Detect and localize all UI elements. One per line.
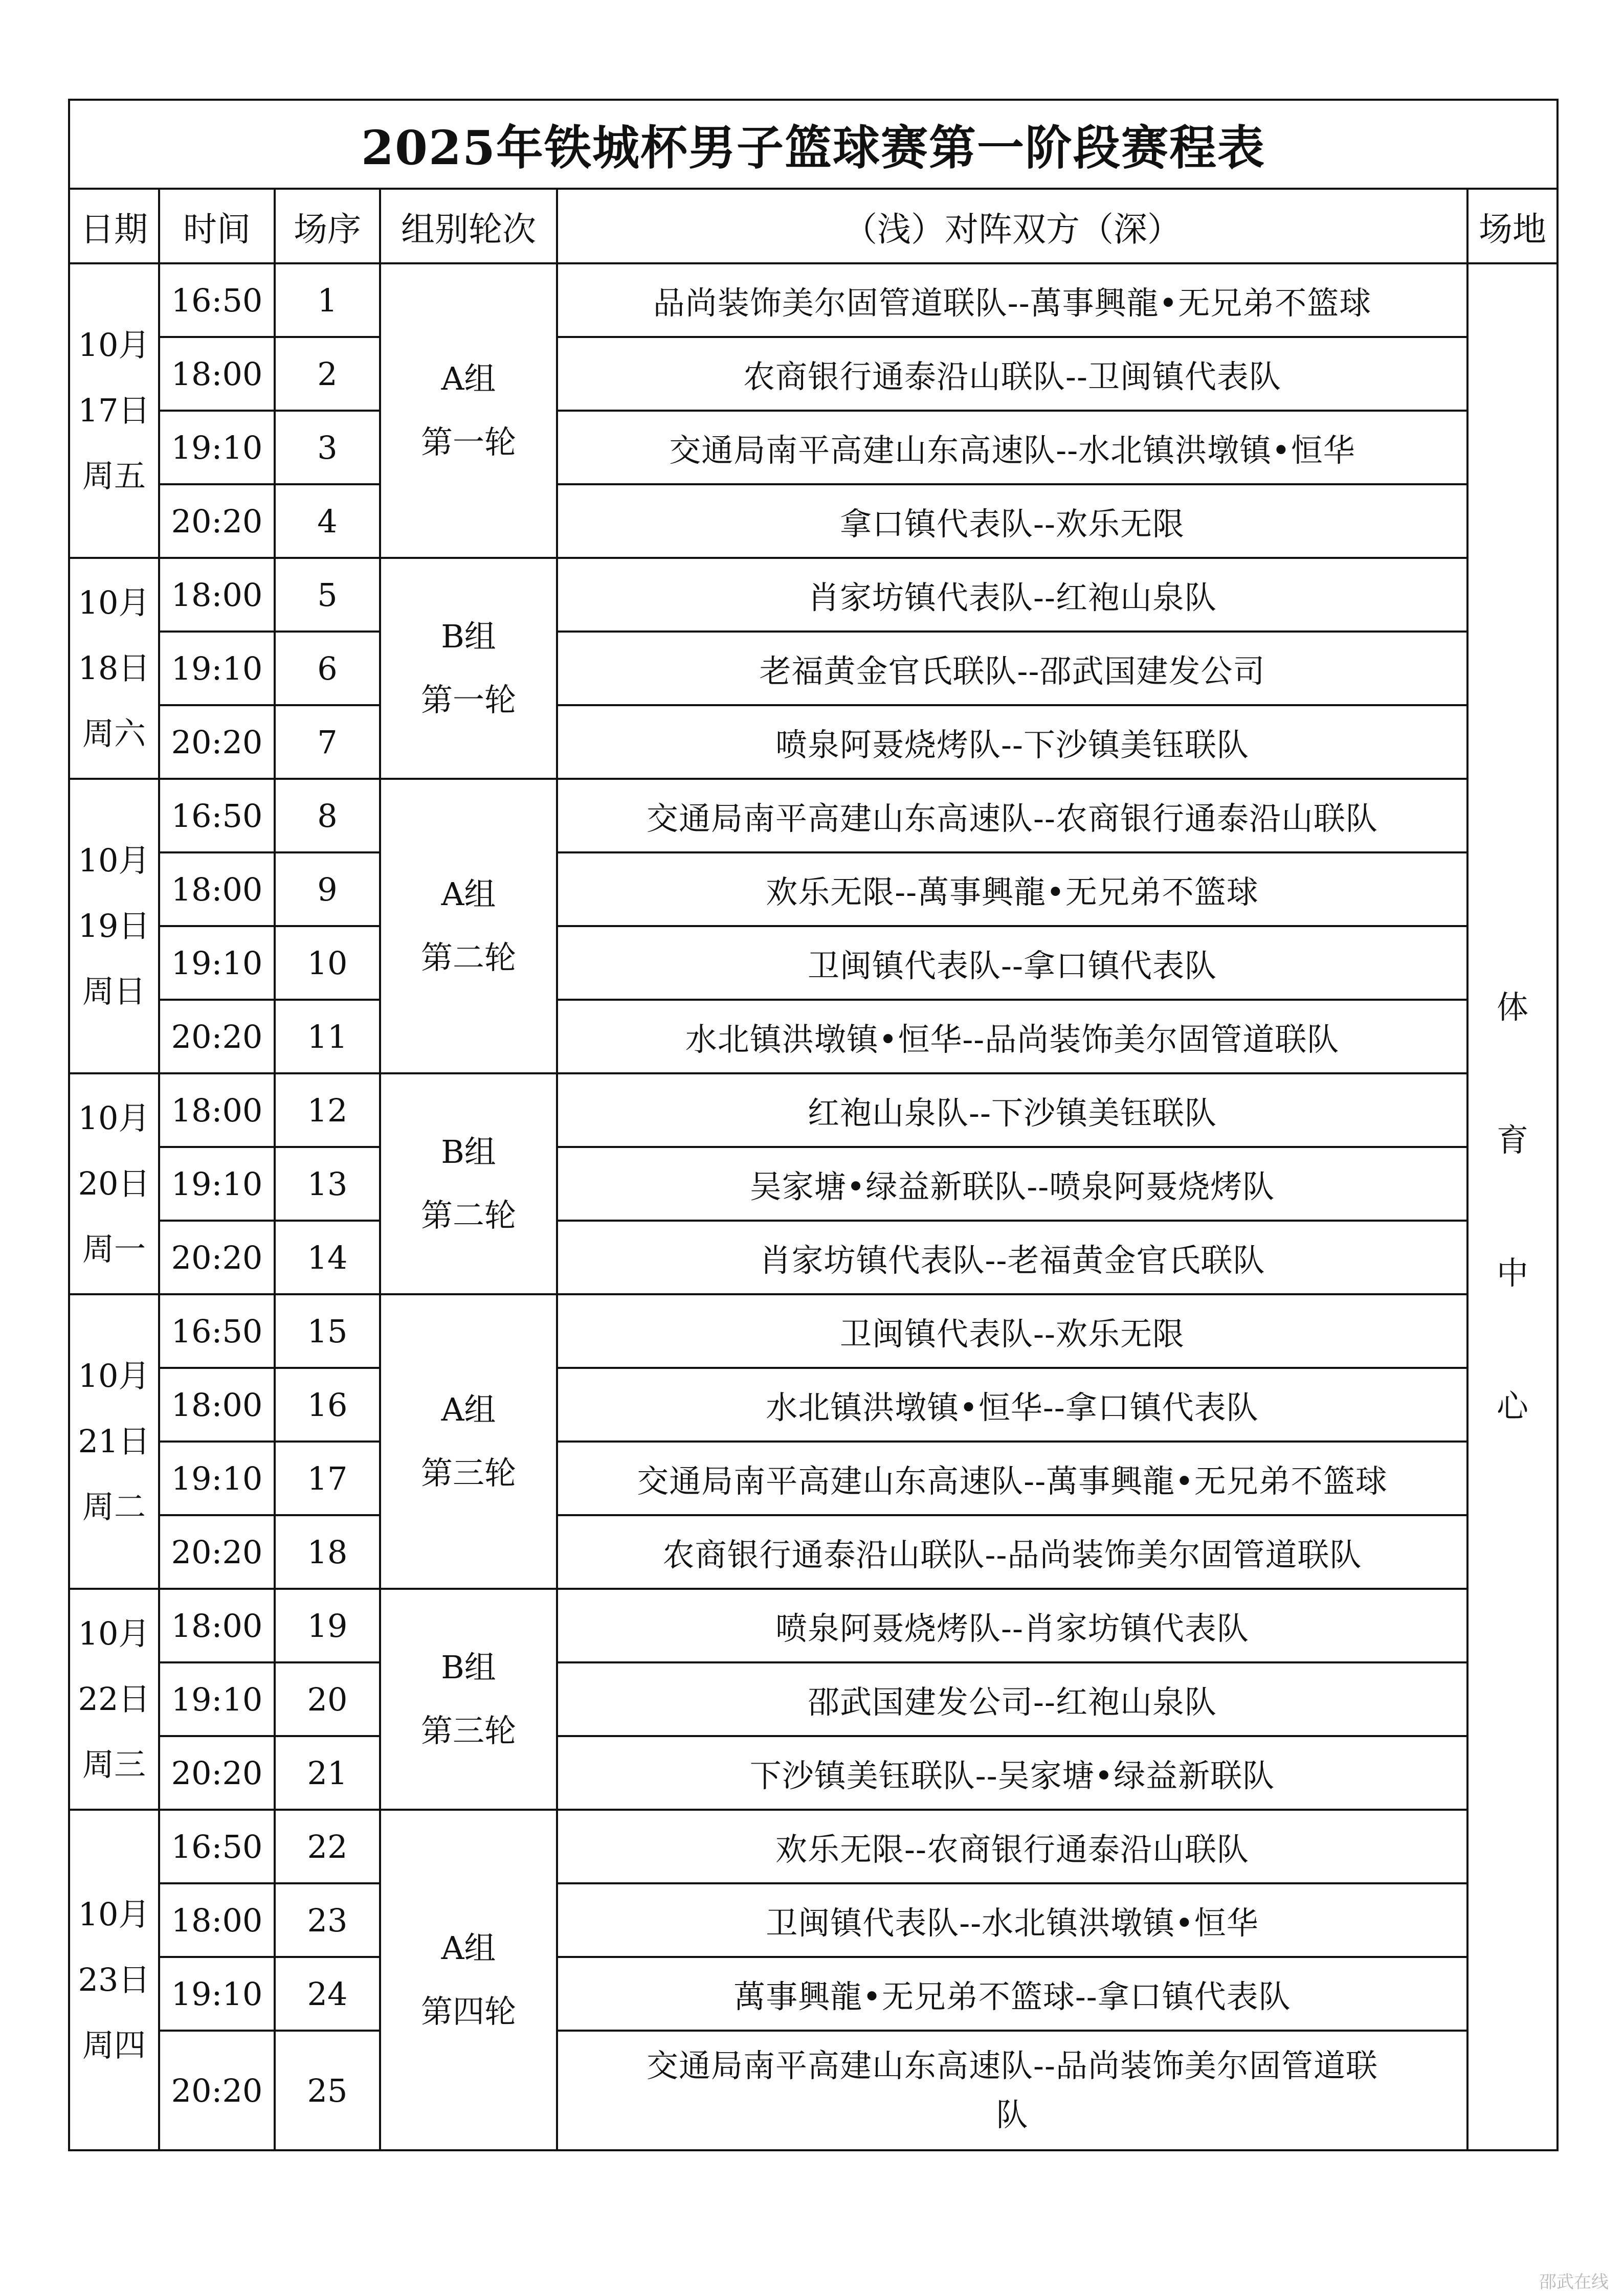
seq-cell: 10 xyxy=(275,926,380,1000)
time-cell: 20:20 xyxy=(159,484,275,558)
table-row xyxy=(69,484,1558,558)
time-cell: 16:50 xyxy=(159,263,275,337)
table-row xyxy=(69,411,1558,484)
group-round-line: A组 xyxy=(441,360,496,397)
seq-cell: 8 xyxy=(275,779,380,852)
seq-cell: 20 xyxy=(275,1662,380,1736)
matchup-cell: 卫闽镇代表队--欢乐无限 xyxy=(557,1294,1467,1368)
matchup-cell: 欢乐无限--萬事興龍•无兄弟不篮球 xyxy=(557,852,1467,926)
time-cell: 19:10 xyxy=(159,926,275,1000)
group-round-cell xyxy=(380,1589,557,1810)
time-cell: 16:50 xyxy=(159,779,275,852)
group-round-cell xyxy=(380,1073,557,1294)
group-round-line: 第二轮 xyxy=(420,939,516,976)
table-row xyxy=(69,1810,1558,1883)
seq-cell: 17 xyxy=(275,1442,380,1515)
date-line: 10月 xyxy=(78,584,150,621)
matchup-cell: 肖家坊镇代表队--老福黄金官氏联队 xyxy=(557,1221,1467,1294)
time-cell: 19:10 xyxy=(159,632,275,705)
matchup-cell: 农商银行通泰沿山联队--品尚装饰美尔固管道联队 xyxy=(557,1515,1467,1589)
matchup-cell: 邵武国建发公司--红袍山泉队 xyxy=(557,1662,1467,1736)
table-row xyxy=(69,926,1558,1000)
time-cell: 18:00 xyxy=(159,1883,275,1957)
seq-cell: 4 xyxy=(275,484,380,558)
matchup-cell: 下沙镇美钰联队--吴家塘•绿益新联队 xyxy=(557,1736,1467,1810)
table-row xyxy=(69,263,1558,337)
header-row xyxy=(69,189,1558,263)
date-line: 周五 xyxy=(82,457,146,494)
time-cell: 19:10 xyxy=(159,1957,275,2031)
group-round-cell xyxy=(380,779,557,1073)
seq-cell: 14 xyxy=(275,1221,380,1294)
group-round-line: A组 xyxy=(441,875,496,913)
date-line: 21日 xyxy=(78,1423,150,1460)
header-match: （浅）对阵双方（深） xyxy=(557,189,1467,263)
page-title: 2025年铁城杯男子篮球赛第一阶段赛程表 xyxy=(69,100,1558,189)
date-line: 10月 xyxy=(78,326,150,364)
matchup-line: 交通局南平高建山东高速队--品尚装饰美尔固管道联 xyxy=(647,2047,1378,2084)
seq-cell: 23 xyxy=(275,1883,380,1957)
seq-cell: 18 xyxy=(275,1515,380,1589)
table-row xyxy=(69,1589,1558,1662)
table-row xyxy=(69,1073,1558,1147)
matchup-cell: 吴家塘•绿益新联队--喷泉阿聂烧烤队 xyxy=(557,1147,1467,1221)
seq-cell: 22 xyxy=(275,1810,380,1883)
group-round-line: A组 xyxy=(441,1391,496,1428)
time-cell: 18:00 xyxy=(159,1073,275,1147)
matchup-cell: 卫闽镇代表队--拿口镇代表队 xyxy=(557,926,1467,1000)
date-line: 周六 xyxy=(82,715,146,752)
matchup-cell: 喷泉阿聂烧烤队--肖家坊镇代表队 xyxy=(557,1589,1467,1662)
time-cell: 19:10 xyxy=(159,1442,275,1515)
matchup-line: 队 xyxy=(996,2096,1029,2133)
group-round-line: 第三轮 xyxy=(420,1712,516,1749)
time-cell: 20:20 xyxy=(159,1000,275,1073)
group-round-cell xyxy=(380,558,557,779)
schedule-body xyxy=(69,263,1558,2150)
matchup-cell: 拿口镇代表队--欢乐无限 xyxy=(557,484,1467,558)
seq-cell: 13 xyxy=(275,1147,380,1221)
group-round-cell xyxy=(380,1810,557,2150)
time-cell: 16:50 xyxy=(159,1810,275,1883)
date-line: 23日 xyxy=(78,1961,150,1998)
matchup-cell: 农商银行通泰沿山联队--卫闽镇代表队 xyxy=(557,337,1467,411)
table-row xyxy=(69,1883,1558,1957)
group-round-line: B组 xyxy=(441,1133,496,1170)
seq-cell: 2 xyxy=(275,337,380,411)
matchup-cell: 老福黄金官氏联队--邵武国建发公司 xyxy=(557,632,1467,705)
seq-cell: 25 xyxy=(275,2031,380,2150)
date-cell xyxy=(69,1294,159,1589)
date-line: 10月 xyxy=(78,1357,150,1394)
table-row xyxy=(69,1442,1558,1515)
matchup-cell: 萬事興龍•无兄弟不篮球--拿口镇代表队 xyxy=(557,1957,1467,2031)
seq-cell: 16 xyxy=(275,1368,380,1442)
matchup-cell: 品尚装饰美尔固管道联队--萬事興龍•无兄弟不篮球 xyxy=(557,263,1467,337)
time-cell: 20:20 xyxy=(159,2031,275,2150)
date-line: 19日 xyxy=(78,907,150,944)
table-row xyxy=(69,1957,1558,2031)
schedule-sheet xyxy=(68,99,1556,2159)
group-round-line: 第一轮 xyxy=(420,423,516,461)
header-date: 日期 xyxy=(69,189,159,263)
seq-cell: 24 xyxy=(275,1957,380,2031)
group-round-cell xyxy=(380,263,557,558)
time-cell: 19:10 xyxy=(159,411,275,484)
time-cell: 19:10 xyxy=(159,1147,275,1221)
date-cell xyxy=(69,1810,159,2150)
date-line: 周日 xyxy=(82,973,146,1010)
header-seq: 场序 xyxy=(275,189,380,263)
matchup-cell: 交通局南平高建山东高速队--农商银行通泰沿山联队 xyxy=(557,779,1467,852)
matchup-cell: 喷泉阿聂烧烤队--下沙镇美钰联队 xyxy=(557,705,1467,779)
date-cell xyxy=(69,779,159,1073)
matchup-cell: 水北镇洪墩镇•恒华--品尚装饰美尔固管道联队 xyxy=(557,1000,1467,1073)
table-row xyxy=(69,337,1558,411)
time-cell: 18:00 xyxy=(159,852,275,926)
group-round-line: 第一轮 xyxy=(420,681,516,718)
table-row xyxy=(69,632,1558,705)
time-cell: 20:20 xyxy=(159,1515,275,1589)
seq-cell: 9 xyxy=(275,852,380,926)
matchup-cell: 红袍山泉队--下沙镇美钰联队 xyxy=(557,1073,1467,1147)
matchup-cell: 水北镇洪墩镇•恒华--拿口镇代表队 xyxy=(557,1368,1467,1442)
table-row xyxy=(69,1515,1558,1589)
schedule-table xyxy=(68,99,1559,2151)
date-line: 22日 xyxy=(78,1680,150,1718)
time-cell: 20:20 xyxy=(159,1221,275,1294)
seq-cell: 19 xyxy=(275,1589,380,1662)
time-cell: 18:00 xyxy=(159,1368,275,1442)
header-venue: 场地 xyxy=(1467,189,1558,263)
seq-cell: 12 xyxy=(275,1073,380,1147)
watermark: 邵武在线 xyxy=(1539,2272,1609,2292)
time-cell: 20:20 xyxy=(159,1736,275,1810)
group-round-line: 第三轮 xyxy=(420,1454,516,1492)
group-round-line: 第四轮 xyxy=(420,1993,516,2030)
date-line: 10月 xyxy=(78,1099,150,1137)
matchup-cell: 交通局南平高建山东高速队--水北镇洪墩镇•恒华 xyxy=(557,411,1467,484)
venue-char: 体 xyxy=(1496,988,1528,1026)
time-cell: 19:10 xyxy=(159,1662,275,1736)
table-row xyxy=(69,852,1558,926)
matchup-cell: 交通局南平高建山东高速队--萬事興龍•无兄弟不篮球 xyxy=(557,1442,1467,1515)
table-row xyxy=(69,1221,1558,1294)
matchup-cell: 肖家坊镇代表队--红袍山泉队 xyxy=(557,558,1467,632)
date-line: 17日 xyxy=(78,392,150,429)
date-line: 周一 xyxy=(82,1230,146,1268)
group-round-line: B组 xyxy=(441,618,496,655)
seq-cell: 21 xyxy=(275,1736,380,1810)
seq-cell: 11 xyxy=(275,1000,380,1073)
date-line: 周二 xyxy=(82,1488,146,1525)
date-cell xyxy=(69,263,159,558)
date-line: 10月 xyxy=(78,842,150,879)
seq-cell: 3 xyxy=(275,411,380,484)
seq-cell: 15 xyxy=(275,1294,380,1368)
table-row xyxy=(69,1662,1558,1736)
time-cell: 16:50 xyxy=(159,1294,275,1368)
seq-cell: 1 xyxy=(275,263,380,337)
table-row xyxy=(69,1736,1558,1810)
table-row xyxy=(69,779,1558,852)
date-line: 10月 xyxy=(78,1896,150,1933)
venue-cell xyxy=(1467,263,1558,2150)
table-row xyxy=(69,2031,1558,2150)
table-row xyxy=(69,705,1558,779)
table-row xyxy=(69,1368,1558,1442)
date-line: 10月 xyxy=(78,1615,150,1652)
group-round-line: B组 xyxy=(441,1649,496,1686)
venue-char: 育 xyxy=(1496,1121,1528,1159)
seq-cell: 7 xyxy=(275,705,380,779)
time-cell: 18:00 xyxy=(159,337,275,411)
table-row xyxy=(69,1147,1558,1221)
matchup-cell: 欢乐无限--农商银行通泰沿山联队 xyxy=(557,1810,1467,1883)
header-group: 组别轮次 xyxy=(380,189,557,263)
table-row xyxy=(69,1294,1558,1368)
group-round-cell xyxy=(380,1294,557,1589)
time-cell: 20:20 xyxy=(159,705,275,779)
date-cell xyxy=(69,558,159,779)
seq-cell: 5 xyxy=(275,558,380,632)
venue-char: 心 xyxy=(1496,1387,1528,1425)
seq-cell: 6 xyxy=(275,632,380,705)
table-row xyxy=(69,1000,1558,1073)
date-cell xyxy=(69,1589,159,1810)
date-line: 20日 xyxy=(78,1165,150,1202)
date-line: 周四 xyxy=(82,2027,146,2064)
date-cell xyxy=(69,1073,159,1294)
matchup-cell: 卫闽镇代表队--水北镇洪墩镇•恒华 xyxy=(557,1883,1467,1957)
group-round-line: A组 xyxy=(441,1929,496,1967)
group-round-line: 第二轮 xyxy=(420,1197,516,1234)
table-row xyxy=(69,558,1558,632)
time-cell: 18:00 xyxy=(159,558,275,632)
venue-char: 中 xyxy=(1496,1254,1528,1292)
header-time: 时间 xyxy=(159,189,275,263)
matchup-cell xyxy=(557,2031,1467,2150)
date-line: 18日 xyxy=(78,649,150,687)
date-line: 周三 xyxy=(82,1746,146,1783)
time-cell: 18:00 xyxy=(159,1589,275,1662)
